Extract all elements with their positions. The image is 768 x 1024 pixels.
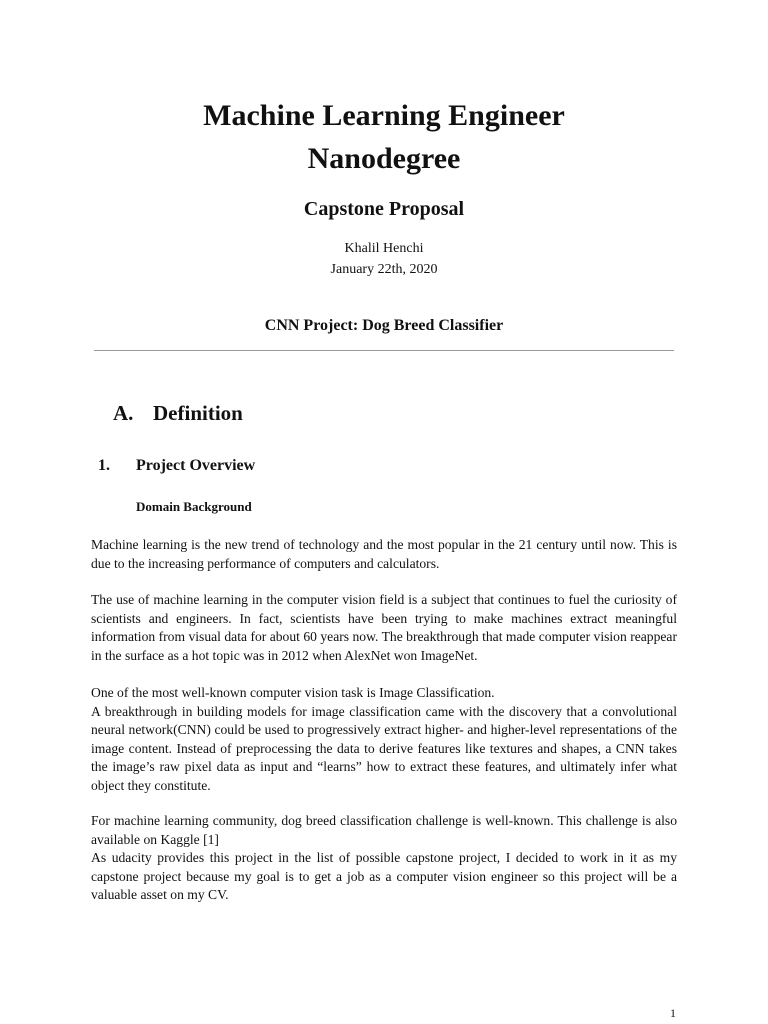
paragraph-4b-text: As udacity provides this project in the list of possible capstone project, I decided to work in it as my capstone project because my goal is to get a job as a computer vision engineer so this project will be a valuable asset on my CV. [91, 850, 677, 902]
subsubsection-heading: Domain Background [136, 499, 252, 514]
paragraph-3 [91, 684, 677, 795]
document-title [0, 94, 768, 180]
document-title-line-1: Machine Learning Engineer [203, 99, 565, 132]
document-title-line-2: Nanodegree [307, 142, 461, 175]
document-subtitle: Capstone Proposal [303, 198, 465, 220]
section-title: Definition [153, 401, 243, 425]
paragraph-3b-text: A breakthrough in building models for image classification came with the discovery that a convolutional neural network(CNN) could be used to progressively extract higher- and higher-level representations of the image content. Instead of preprocessing the data to derive features like textures and shapes, a CNN takes the image’s raw pixel data as input and “learns” how to extract these features, and ultimately infer what object they constitute. [91, 703, 677, 793]
section-heading [113, 400, 243, 426]
page-number: 1 [670, 1006, 676, 1020]
project-title: CNN Project: Dog Breed Classifier [264, 317, 504, 334]
paragraph-1 [91, 536, 677, 573]
author-name: Khalil Henchi [344, 241, 424, 256]
subsection-heading [98, 456, 255, 476]
horizontal-divider [94, 350, 674, 351]
subsection-title: Project Overview [136, 457, 256, 474]
paragraph-4a-text: For machine learning community, dog breed classification challenge is well-known. This challenge is also available on Kaggle [1] [91, 813, 677, 847]
paragraph-1-text: Machine learning is the new trend of technology and the most popular in the 21 century until now. This is due to the increasing performance of computers and calculators. [91, 537, 677, 571]
document-date: January 22th, 2020 [330, 262, 438, 277]
paragraph-2-text: The use of machine learning in the computer vision field is a subject that continues to fuel the curiosity of scientists and engineers. In fact, scientists have been trying to make machines extract meaningful information from visual data for about 60 years now. The breakthrough that made computer vision reappear in the surface as a hot topic was in 2012 when AlexNet won ImageNet. [91, 592, 677, 663]
subsection-number: 1. [98, 457, 110, 474]
paragraph-2 [91, 591, 677, 665]
paragraph-4 [91, 812, 677, 905]
paragraph-3a-text: One of the most well-known computer vision task is Image Classification. [91, 685, 495, 700]
section-number: A. [113, 401, 134, 425]
